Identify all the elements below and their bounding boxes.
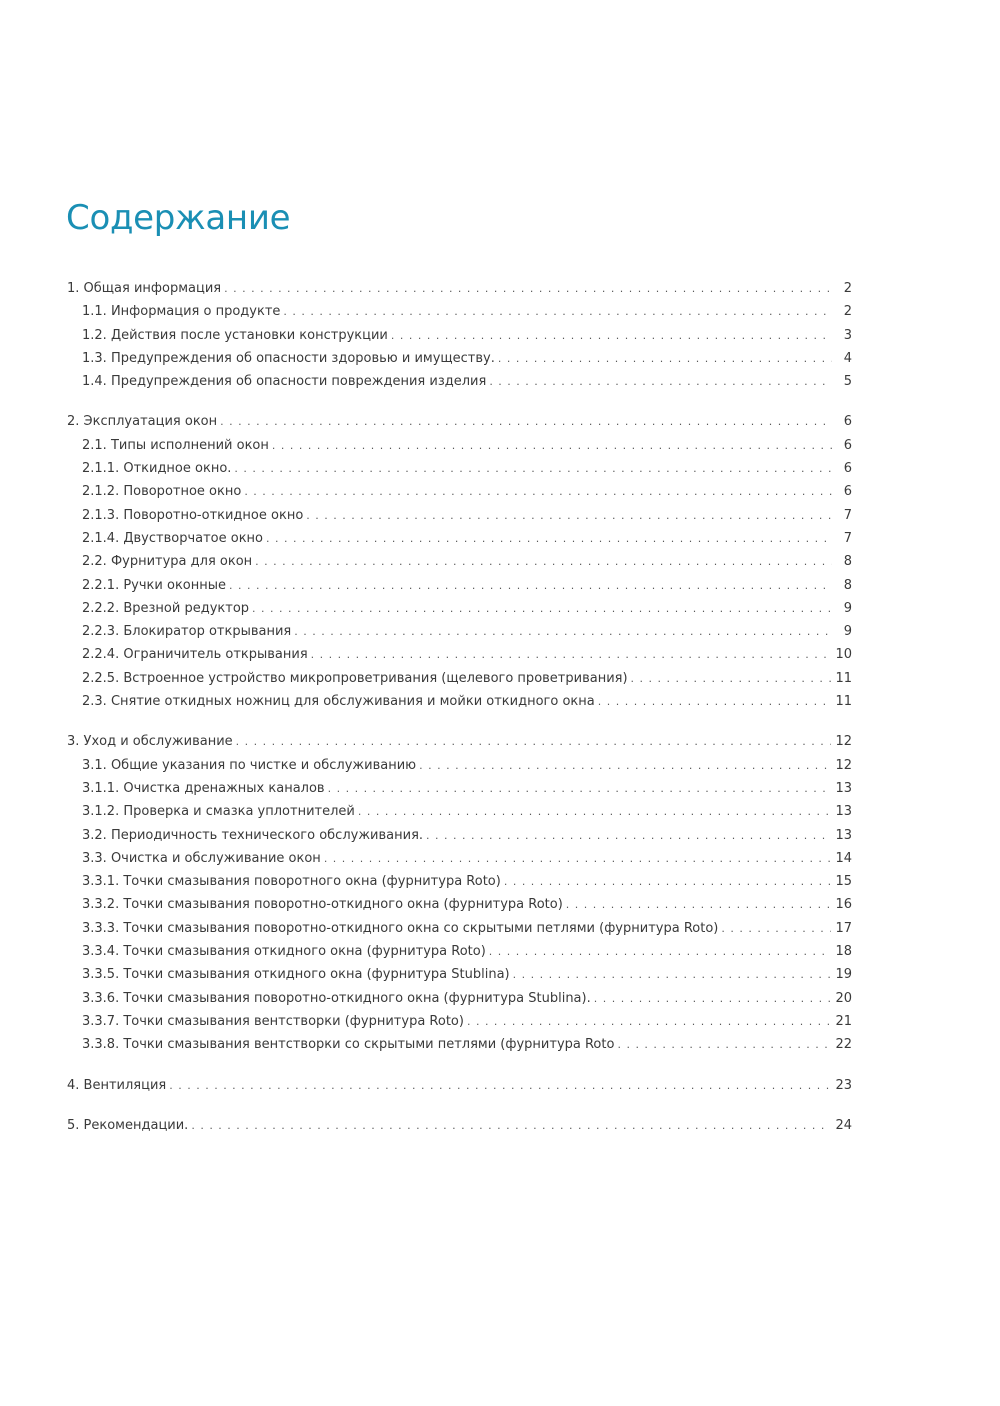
toc-entry-label: 2.1.1. Откидное окно. bbox=[82, 461, 232, 477]
toc-entry[interactable] bbox=[67, 940, 852, 963]
toc-entry-label: 3.3.6. Точки смазывания поворотно-откидного окна (фурнитура Stublina). bbox=[82, 990, 591, 1006]
toc-entry-label: 3.3. Очистка и обслуживание окон bbox=[82, 850, 321, 866]
toc-entry[interactable] bbox=[67, 893, 852, 916]
toc-entry-label: 3.1.2. Проверка и смазка уплотнителей bbox=[82, 804, 355, 820]
toc-entry-label: 1.3. Предупреждения об опасности здоровью и имуществу. bbox=[82, 350, 495, 366]
toc-entry-label: 3. Уход и обслуживание bbox=[67, 734, 233, 750]
toc-entry-label: 1.4. Предупреждения об опасности повреждения изделия bbox=[82, 374, 487, 390]
toc-entry-page-number: 13 bbox=[835, 780, 852, 796]
dot-leader bbox=[191, 1114, 831, 1137]
dot-leader bbox=[255, 550, 832, 573]
toc-entry-label: 1. Общая информация bbox=[67, 281, 222, 296]
toc-entry-page-number: 11 bbox=[835, 670, 852, 686]
toc-entry-label: 3.3.1. Точки смазывания поворотного окна (фурнитура Roto) bbox=[82, 874, 501, 890]
toc-entry[interactable] bbox=[67, 1010, 852, 1033]
toc-entry[interactable] bbox=[67, 574, 852, 597]
toc-entry-label: 2.1.3. Поворотно-откидное окно bbox=[82, 507, 304, 523]
toc-entry[interactable] bbox=[67, 987, 852, 1010]
toc-entry[interactable] bbox=[67, 277, 852, 300]
toc-entry-page-number: 18 bbox=[835, 944, 852, 960]
toc-section bbox=[67, 277, 852, 393]
toc-section bbox=[67, 1074, 852, 1097]
toc-entry-page-number: 15 bbox=[835, 874, 852, 890]
toc-entry-page-number: 22 bbox=[835, 1037, 852, 1053]
toc-entry[interactable] bbox=[67, 457, 852, 480]
toc-entry-page-number: 17 bbox=[835, 920, 852, 936]
dot-leader bbox=[504, 870, 832, 893]
toc-entry[interactable] bbox=[67, 824, 852, 847]
dot-leader bbox=[391, 324, 832, 347]
toc-entry-label: 5. Рекомендации. bbox=[67, 1117, 189, 1133]
dot-leader bbox=[498, 347, 832, 370]
toc-entry[interactable] bbox=[67, 690, 852, 713]
dot-leader bbox=[489, 940, 832, 963]
toc-section bbox=[67, 730, 852, 1056]
toc-entry[interactable] bbox=[67, 550, 852, 573]
toc-entry-label: 3.3.7. Точки смазывания вентстворки (фурнитура Roto) bbox=[82, 1013, 464, 1029]
toc-entry-page-number: 7 bbox=[843, 507, 852, 523]
toc-entry-page-number: 8 bbox=[843, 577, 852, 593]
toc-entry-label: 4. Вентиляция bbox=[67, 1077, 167, 1093]
dot-leader bbox=[220, 410, 832, 433]
toc-entry-page-number: 20 bbox=[835, 990, 852, 1006]
toc-entry-page-number: 16 bbox=[835, 897, 852, 913]
toc-entry-label: 2.1.2. Поворотное окно bbox=[82, 484, 242, 500]
toc-entry-label: 3.1. Общие указания по чистке и обслуживанию bbox=[82, 757, 417, 773]
dot-leader bbox=[598, 690, 832, 713]
toc-entry[interactable] bbox=[67, 370, 852, 393]
toc-entry-page-number: 13 bbox=[835, 827, 852, 843]
toc-entry-label: 2.1. Типы исполнений окон bbox=[82, 437, 269, 453]
toc-entry-page-number: 12 bbox=[835, 757, 852, 773]
dot-leader bbox=[513, 963, 832, 986]
toc-entry-label: 2.2.2. Врезной редуктор bbox=[82, 600, 250, 616]
toc-entry-label: 2. Эксплуатация окон bbox=[67, 414, 218, 430]
dot-leader bbox=[419, 754, 831, 777]
dot-leader bbox=[358, 800, 832, 823]
toc-entry[interactable] bbox=[67, 1114, 852, 1137]
toc-entry[interactable] bbox=[67, 667, 852, 690]
toc-entry-label: 3.3.2. Точки смазывания поворотно-откидного окна (фурнитура Roto) bbox=[82, 897, 563, 913]
toc-entry-label: 1.2. Действия после установки конструкции bbox=[82, 327, 388, 343]
toc-entry[interactable] bbox=[67, 434, 852, 457]
toc-entry[interactable] bbox=[67, 963, 852, 986]
toc-entry[interactable] bbox=[67, 1074, 852, 1097]
toc-entry[interactable] bbox=[67, 1033, 852, 1056]
dot-leader bbox=[426, 824, 831, 847]
toc-entry-page-number: 10 bbox=[835, 647, 852, 663]
dot-leader bbox=[229, 574, 832, 597]
dot-leader bbox=[324, 847, 832, 870]
dot-leader bbox=[311, 643, 832, 666]
table-of-contents bbox=[67, 277, 852, 1154]
toc-entry-label: 2.2. Фурнитура для окон bbox=[82, 554, 253, 570]
toc-entry-page-number: 3 bbox=[843, 327, 852, 343]
toc-section bbox=[67, 1114, 852, 1137]
toc-entry[interactable] bbox=[67, 870, 852, 893]
toc-entry[interactable] bbox=[67, 504, 852, 527]
dot-leader bbox=[283, 300, 832, 323]
toc-entry-label: 3.3.4. Точки смазывания откидного окна (фурнитура Roto) bbox=[82, 944, 486, 960]
toc-entry-label: 3.1.1. Очистка дренажных каналов bbox=[82, 780, 325, 796]
dot-leader bbox=[272, 434, 832, 457]
dot-leader bbox=[617, 1033, 831, 1056]
toc-entry[interactable] bbox=[67, 347, 852, 370]
toc-entry-label: 2.1.4. Двустворчатое окно bbox=[82, 530, 264, 546]
toc-entry[interactable] bbox=[67, 917, 852, 940]
toc-entry[interactable] bbox=[67, 480, 852, 503]
toc-entry-label: 2.3. Снятие откидных ножниц для обслуживания и мойки откидного окна bbox=[82, 694, 595, 710]
toc-entry[interactable] bbox=[67, 300, 852, 323]
toc-entry-label: 2.2.5. Встроенное устройство микропроветривания (щелевого проветривания) bbox=[82, 670, 628, 686]
toc-entry-page-number: 6 bbox=[843, 461, 852, 477]
toc-entry[interactable] bbox=[67, 800, 852, 823]
toc-entry-page-number: 23 bbox=[835, 1077, 852, 1093]
toc-entry-label: 3.3.8. Точки смазывания вентстворки со скрытыми петлями (фурнитура Roto bbox=[82, 1037, 615, 1053]
dot-leader bbox=[234, 457, 832, 480]
toc-entry[interactable] bbox=[67, 620, 852, 643]
toc-entry-page-number: 13 bbox=[835, 804, 852, 820]
toc-entry-page-number: 2 bbox=[843, 304, 852, 320]
dot-leader bbox=[294, 620, 832, 643]
dot-leader bbox=[631, 667, 832, 690]
toc-entry[interactable] bbox=[67, 597, 852, 620]
toc-entry-page-number: 9 bbox=[843, 624, 852, 640]
dot-leader bbox=[252, 597, 832, 620]
dot-leader bbox=[721, 917, 831, 940]
toc-entry-page-number: 4 bbox=[843, 350, 852, 366]
toc-entry-label: 1.1. Информация о продукте bbox=[82, 304, 281, 320]
dot-leader bbox=[489, 370, 832, 393]
toc-entry-label: 2.2.4. Ограничитель открывания bbox=[82, 647, 308, 663]
toc-entry-label: 3.3.3. Точки смазывания поворотно-откидного окна со скрытыми петлями (фурнитура Roto) bbox=[82, 920, 719, 936]
toc-entry-label: 2.2.3. Блокиратор открывания bbox=[82, 624, 292, 640]
toc-entry[interactable] bbox=[67, 754, 852, 777]
toc-entry[interactable] bbox=[67, 730, 852, 753]
toc-entry-page-number: 21 bbox=[835, 1013, 852, 1029]
toc-section bbox=[67, 410, 852, 713]
toc-entry-page-number: 24 bbox=[835, 1117, 852, 1133]
toc-entry-page-number: 6 bbox=[843, 437, 852, 453]
dot-leader bbox=[467, 1010, 832, 1033]
toc-entry-page-number: 19 bbox=[835, 967, 852, 983]
toc-entry-label: 3.2. Периодичность технического обслуживания. bbox=[82, 827, 424, 843]
toc-entry-page-number: 11 bbox=[835, 694, 852, 710]
toc-entry[interactable] bbox=[67, 527, 852, 550]
dot-leader bbox=[328, 777, 832, 800]
toc-entry-page-number: 2 bbox=[843, 281, 852, 296]
dot-leader bbox=[224, 277, 832, 300]
dot-leader bbox=[566, 893, 832, 916]
toc-entry[interactable] bbox=[67, 643, 852, 666]
dot-leader bbox=[306, 504, 832, 527]
dot-leader bbox=[266, 527, 832, 550]
toc-entry-label: 2.2.1. Ручки оконные bbox=[82, 577, 227, 593]
dot-leader bbox=[236, 730, 832, 753]
toc-entry-page-number: 8 bbox=[843, 554, 852, 570]
toc-entry-page-number: 12 bbox=[835, 734, 852, 750]
toc-entry-page-number: 14 bbox=[835, 850, 852, 866]
dot-leader bbox=[594, 987, 832, 1010]
dot-leader bbox=[244, 480, 832, 503]
toc-entry-page-number: 6 bbox=[843, 414, 852, 430]
dot-leader bbox=[169, 1074, 831, 1097]
toc-entry-page-number: 6 bbox=[843, 484, 852, 500]
toc-entry-page-number: 9 bbox=[843, 600, 852, 616]
toc-entry[interactable] bbox=[67, 847, 852, 870]
toc-entry-page-number: 5 bbox=[843, 374, 852, 390]
toc-entry[interactable] bbox=[67, 410, 852, 433]
toc-entry-page-number: 7 bbox=[843, 530, 852, 546]
toc-entry[interactable] bbox=[67, 777, 852, 800]
page-title: Содержание bbox=[66, 198, 291, 238]
toc-entry-label: 3.3.5. Точки смазывания откидного окна (фурнитура Stublina) bbox=[82, 967, 510, 983]
toc-entry[interactable] bbox=[67, 324, 852, 347]
